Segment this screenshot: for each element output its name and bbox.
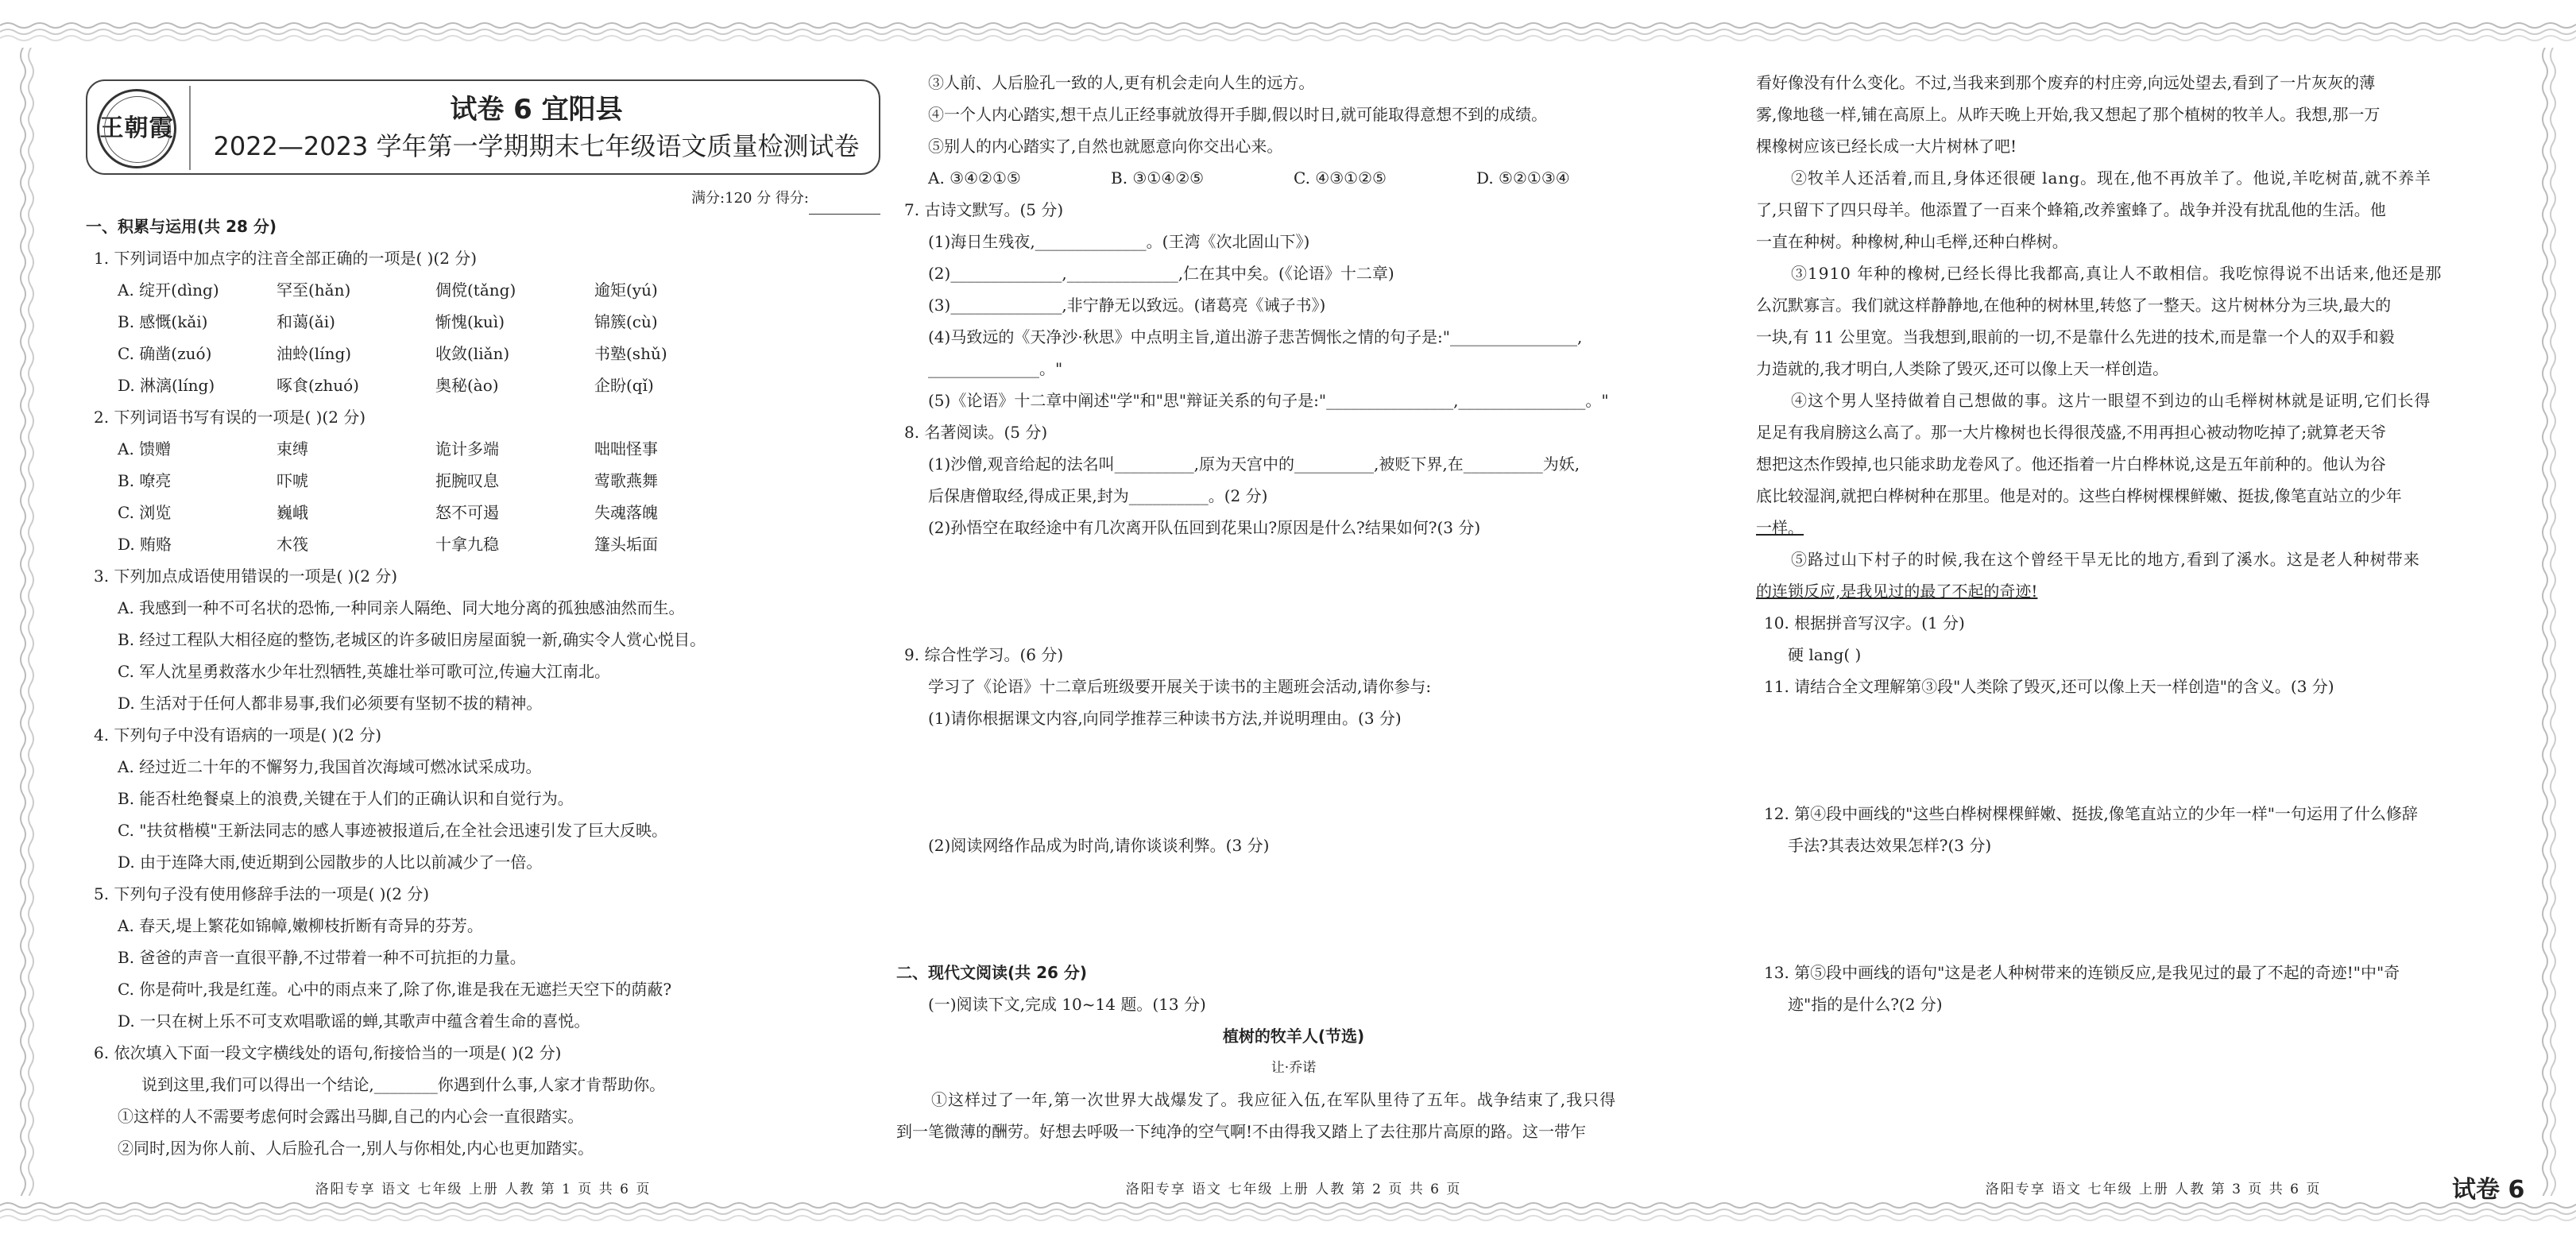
- text-line: (1)沙僧,观音给起的法名叫__________,原为天宫中的__________,被贬下界,在__________为妖,: [928, 454, 1580, 474]
- text-line: 了,只留下了四只母羊。他添置了一百来个蜂箱,改养蜜蜂了。战争并没有扰乱他的生活。他: [1756, 200, 2386, 219]
- text-line: 看好像没有什么变化。不过,当我来到那个废弃的村庄旁,向远处望去,看到了一片灰灰的薄: [1756, 73, 2376, 92]
- option-row: [896, 162, 1691, 194]
- option-cell: 锦簇(cù): [594, 312, 658, 331]
- text-line: 雾,像地毯一样,铺在高原上。从昨天晚上开始,我又想起了那个植树的牧羊人。我想,那一万: [1756, 105, 2381, 124]
- text-line: 学习了《论语》十二章后班级要开展关于读书的主题班会活动,请你参与:: [928, 677, 1432, 696]
- option-cell: D. 贿赂: [118, 535, 172, 554]
- text-line: ______________。": [928, 359, 1063, 378]
- question-stem: 9. 综合性学习。(6 分): [904, 645, 1064, 664]
- option-line: A. 经过近二十年的不懈努力,我国首次海域可燃冰试采成功。: [118, 757, 542, 776]
- option-cell: A. 绽开(dìng): [118, 280, 219, 300]
- question-stem: 4. 下列句子中没有语病的一项是( )(2 分): [94, 725, 382, 745]
- option-cell: 木筏: [277, 535, 308, 554]
- column-1-content: [86, 211, 880, 1164]
- column-3-content: [1756, 67, 2551, 1020]
- text-line: (2)阅读网络作品成为时尚,请你谈谈利弊。(3 分): [928, 836, 1270, 855]
- question-stem: 10. 根据拼音写汉字。(1 分): [1764, 613, 1965, 632]
- option-cell: 惭愧(kuì): [435, 312, 505, 331]
- option-cell: 奥秘(ào): [435, 376, 499, 395]
- answer-space[interactable]: [896, 734, 1691, 830]
- page-footer-1: 洛阳专享 语文 七年级 上册 人教 第 1 页 共 6 页: [315, 1182, 652, 1197]
- question-stem: 2. 下列词语书写有误的一项是( )(2 分): [94, 408, 366, 427]
- option-cell: 束缚: [277, 439, 308, 458]
- answer-space[interactable]: [1756, 861, 2551, 957]
- text-line: ①这样的人不需要考虑何时会露出马脚,自己的内心会一直很踏实。: [118, 1107, 584, 1126]
- article-paragraph: ⑤路过山下村子的时候,我在这个曾经干旱无比的地方,看到了溪水。这是老人种树带来: [1791, 550, 2420, 569]
- publisher-logo: 王朝霞: [97, 89, 176, 168]
- text-line: (一)阅读下文,完成 10~14 题。(13 分): [928, 995, 1206, 1014]
- option-line: B. 经过工程队大相径庭的整饬,老城区的许多破旧房屋面貌一新,确实令人赏心悦目。: [118, 630, 706, 649]
- option-cell: 企盼(qǐ): [594, 376, 654, 395]
- option-cell: A. 馈赠: [118, 439, 172, 458]
- option-cell: 油蛉(líng): [277, 344, 352, 363]
- text-line: (2)孙悟空在取经途中有几次离开队伍回到花果山?原因是什么?结果如何?(3 分): [928, 518, 1481, 537]
- exam-header: [86, 79, 880, 175]
- header-divider: [189, 86, 191, 170]
- option-cell: 十拿九稳: [435, 535, 499, 554]
- text-line: 说到这里,我们可以得出一个结论,________你遇到什么事,人家才肯帮助你。: [141, 1075, 666, 1094]
- option-line: D. 生活对于任何人都非易事,我们必须要有坚韧不拔的精神。: [118, 694, 543, 713]
- option-cell: 诡计多端: [435, 439, 499, 458]
- text-line: 一块,有 11 公里宽。当我想到,眼前的一切,不是靠什么先进的技术,而是靠一个人的双手和毅: [1756, 327, 2395, 346]
- page-column-3: [1756, 56, 2551, 1184]
- decorative-wave-border-top: [0, 16, 2576, 48]
- option-row: [86, 274, 880, 306]
- option-cell: B. ③①④②⑤: [1111, 168, 1205, 188]
- question-stem: 12. 第④段中画线的"这些白桦树棵棵鲜嫩、挺拔,像笔直站立的少年一样"一句运用了什么修辞: [1764, 804, 2418, 823]
- option-line: A. 春天,堤上繁花如锦幛,嫩柳枝折断有奇异的芬芳。: [118, 916, 483, 935]
- option-row: [86, 465, 880, 497]
- option-cell: 罕至(hǎn): [277, 280, 351, 300]
- text-line: 力造就的,我才明白,人类除了毁灭,还可以像上天一样创造。: [1756, 359, 2169, 378]
- text-line: ⑤别人的内心踏实了,自然也就愿意向你交出心来。: [928, 137, 1283, 156]
- text-line: 足足有我肩膀这么高了。那一大片橡树也长得很茂盛,不用再担心被动物吃掉了;就算老天爷: [1756, 423, 2387, 442]
- text-line: 硬 lang( ): [1788, 645, 1862, 664]
- option-cell: 失魂落魄: [594, 503, 658, 522]
- text-line: 一直在种树。种橡树,种山毛榉,还种白桦树。: [1756, 232, 2068, 251]
- text-line: 后保唐僧取经,得成正果,封为__________。(2 分): [928, 486, 1268, 505]
- text-line: ②同时,因为你人前、人后脸孔合一,别人与你相处,内心也更加踏实。: [118, 1139, 594, 1158]
- section-heading: 二、现代文阅读(共 26 分): [896, 963, 1088, 982]
- option-line: A. 我感到一种不可名状的恐怖,一种同亲人隔绝、同大地分离的孤独感油然而生。: [118, 598, 685, 617]
- question-stem: 11. 请结合全文理解第③段"人类除了毁灭,还可以像上天一样创造"的含义。(3 分): [1764, 677, 2334, 696]
- article-paragraph: ②牧羊人还活着,而且,身体还很硬 lang。现在,他不再放羊了。他说,羊吃树苗,就不养羊: [1791, 168, 2432, 188]
- question-stem: 5. 下列句子没有使用修辞手法的一项是( )(2 分): [94, 884, 430, 903]
- option-cell: 吓唬: [277, 471, 308, 490]
- text-line: 到一笔微薄的酬劳。好想去呼吸一下纯净的空气啊!不由得我又踏上了去往那片高原的路。这一带乍: [896, 1122, 1587, 1141]
- option-row: [86, 433, 880, 465]
- article-paragraph: ①这样过了一年,第一次世界大战爆发了。我应征入伍,在军队里待了五年。战争结束了,我只得: [931, 1090, 1617, 1109]
- answer-space[interactable]: [1756, 702, 2551, 798]
- text-line: (4)马致远的《天净沙·秋思》中点明主旨,道出游子悲苦惆怅之情的句子是:"________________,: [928, 327, 1583, 346]
- option-cell: D. 淋漓(líng): [118, 376, 215, 395]
- answer-space[interactable]: [896, 861, 1691, 957]
- option-cell: 啄食(zhuó): [277, 376, 359, 395]
- option-line: B. 爸爸的声音一直很平静,不过带着一种不可抗拒的力量。: [118, 948, 526, 967]
- text-line: 的连锁反应,是我见过的最了不起的奇迹!: [1756, 582, 2038, 601]
- page-column-1: [86, 56, 880, 1184]
- option-cell: 怒不可遏: [435, 503, 499, 522]
- article-paragraph: ④这个男人坚持做着自己想做的事。这片一眼望不到边的山毛榉树林就是证明,它们长得: [1791, 391, 2431, 410]
- question-stem: 13. 第⑤段中画线的语句"这是老人种树带来的连锁反应,是我见过的最了不起的奇迹!"中"奇: [1764, 963, 2400, 982]
- option-row: [86, 497, 880, 528]
- page-column-2: [896, 56, 1691, 1184]
- text-line: (1)海日生残夜,______________。(王湾《次北固山下》): [928, 232, 1310, 251]
- option-row: [86, 338, 880, 369]
- article-author: 让·乔诺: [1271, 1060, 1317, 1076]
- exam-subtitle: 2022—2023 学年第一学期期末七年级语文质量检测试卷: [213, 131, 860, 161]
- decorative-wave-border-left: [11, 48, 43, 1196]
- exam-paper: [46, 56, 2530, 1204]
- column-2-content: [896, 67, 1691, 1147]
- option-cell: 巍峨: [277, 503, 308, 522]
- text-line: 手法?其表达效果怎样?(3 分): [1788, 836, 1992, 855]
- option-cell: D. ⑤②①③④: [1476, 168, 1570, 188]
- option-cell: 倜傥(tǎng): [435, 280, 516, 300]
- answer-space[interactable]: [896, 543, 1691, 639]
- article-title: 植树的牧羊人(节选): [1222, 1027, 1365, 1046]
- text-line: 底比较湿润,就把白桦树种在那里。他是对的。这些白桦树棵棵鲜嫩、挺拔,像笔直站立的少年: [1756, 486, 2402, 505]
- text-line: 棵橡树应该已经长成一大片树林了吧!: [1756, 137, 2017, 156]
- text-line: 一样。: [1756, 518, 1804, 537]
- option-line: C. 你是荷叶,我是红莲。心中的雨点来了,除了你,谁是我在无遮拦天空下的荫蔽?: [118, 980, 672, 999]
- question-stem: 8. 名著阅读。(5 分): [904, 423, 1048, 442]
- text-line: 么沉默寡言。我们就这样静静地,在他种的树林里,转悠了一整天。这片树林分为三块,最大的: [1756, 296, 2392, 315]
- option-cell: 书塾(shǔ): [594, 344, 667, 363]
- option-cell: 收敛(liǎn): [435, 344, 510, 363]
- article-paragraph: ③1910 年种的橡树,已经长得比我都高,真让人不敢相信。我吃惊得说不出话来,他还是那: [1791, 264, 2443, 283]
- score-line: 满分:120 分 得分:: [86, 183, 880, 215]
- option-cell: C. ④③①②⑤: [1294, 168, 1387, 188]
- text-line: (3)______________,非宁静无以致远。(诸葛亮《诫子书》): [928, 296, 1326, 315]
- section-heading: 一、积累与运用(共 28 分): [86, 217, 277, 236]
- option-cell: 扼腕叹息: [435, 471, 499, 490]
- option-cell: 莺歌燕舞: [594, 471, 658, 490]
- text-line: (2)______________,______________,仁在其中矣。(《论语》十二章): [928, 264, 1394, 283]
- option-row: [86, 306, 880, 338]
- option-line: C. 军人沈星勇救落水少年壮烈牺牲,英雄壮举可歌可泣,传遍大江南北。: [118, 662, 611, 681]
- option-row: [86, 528, 880, 560]
- page-footer-2: 洛阳专享 语文 七年级 上册 人教 第 2 页 共 6 页: [1125, 1182, 1462, 1197]
- option-line: B. 能否杜绝餐桌上的浪费,关键在于人们的正确认识和自觉行为。: [118, 789, 574, 808]
- option-cell: 篷头垢面: [594, 535, 658, 554]
- text-line: (1)请你根据课文内容,向同学推荐三种读书方法,并说明理由。(3 分): [928, 709, 1402, 728]
- text-line: ④一个人内心踏实,想干点儿正经事就放得开手脚,假以时日,就可能取得意想不到的成绩。: [928, 105, 1548, 124]
- question-stem: 7. 古诗文默写。(5 分): [904, 200, 1064, 219]
- text-line: 想把这杰作毁掉,也只能求助龙卷风了。他还指着一片白桦林说,这是五年前种的。他认为谷: [1756, 454, 2386, 474]
- option-cell: B. 感慨(kǎi): [118, 312, 208, 331]
- question-stem: 1. 下列词语中加点字的注音全部正确的一项是( )(2 分): [94, 249, 478, 268]
- option-cell: 逾矩(yú): [594, 280, 658, 300]
- option-cell: C. 浏览: [118, 503, 172, 522]
- exam-title: 试卷 6 宜阳县: [450, 94, 623, 126]
- text-line: ③人前、人后脸孔一致的人,更有机会走向人生的远方。: [928, 73, 1315, 92]
- option-line: C. "扶贫楷模"王新法同志的感人事迹被报道后,在全社会迅速引发了巨大反映。: [118, 821, 668, 840]
- option-row: [86, 369, 880, 401]
- option-line: D. 一只在树上乐不可支欢唱歌谣的蝉,其歌声中蕴含着生命的喜悦。: [118, 1011, 590, 1031]
- text-line: 迹"指的是什么?(2 分): [1788, 995, 1943, 1014]
- option-cell: C. 确凿(zuó): [118, 344, 212, 363]
- option-line: D. 由于连降大雨,使近期到公园散步的人比以前减少了一倍。: [118, 853, 543, 872]
- question-stem: 6. 依次填入下面一段文字横线处的语句,衔接恰当的一项是( )(2 分): [94, 1043, 562, 1062]
- exam-number-mark: 试卷 6: [2452, 1176, 2525, 1204]
- option-cell: B. 嘹亮: [118, 471, 172, 490]
- page-footer-3: 洛阳专享 语文 七年级 上册 人教 第 3 页 共 6 页: [1985, 1182, 2322, 1197]
- option-cell: 和蔼(ǎi): [277, 312, 335, 331]
- option-cell: 咄咄怪事: [594, 439, 658, 458]
- decorative-wave-border-bottom: [0, 1196, 2576, 1228]
- text-line: (5)《论语》十二章中阐述"学"和"思"辩证关系的句子是:"________________,________________。": [928, 391, 1609, 410]
- question-stem: 3. 下列加点成语使用错误的一项是( )(2 分): [94, 567, 398, 586]
- option-cell: A. ③④②①⑤: [928, 168, 1021, 188]
